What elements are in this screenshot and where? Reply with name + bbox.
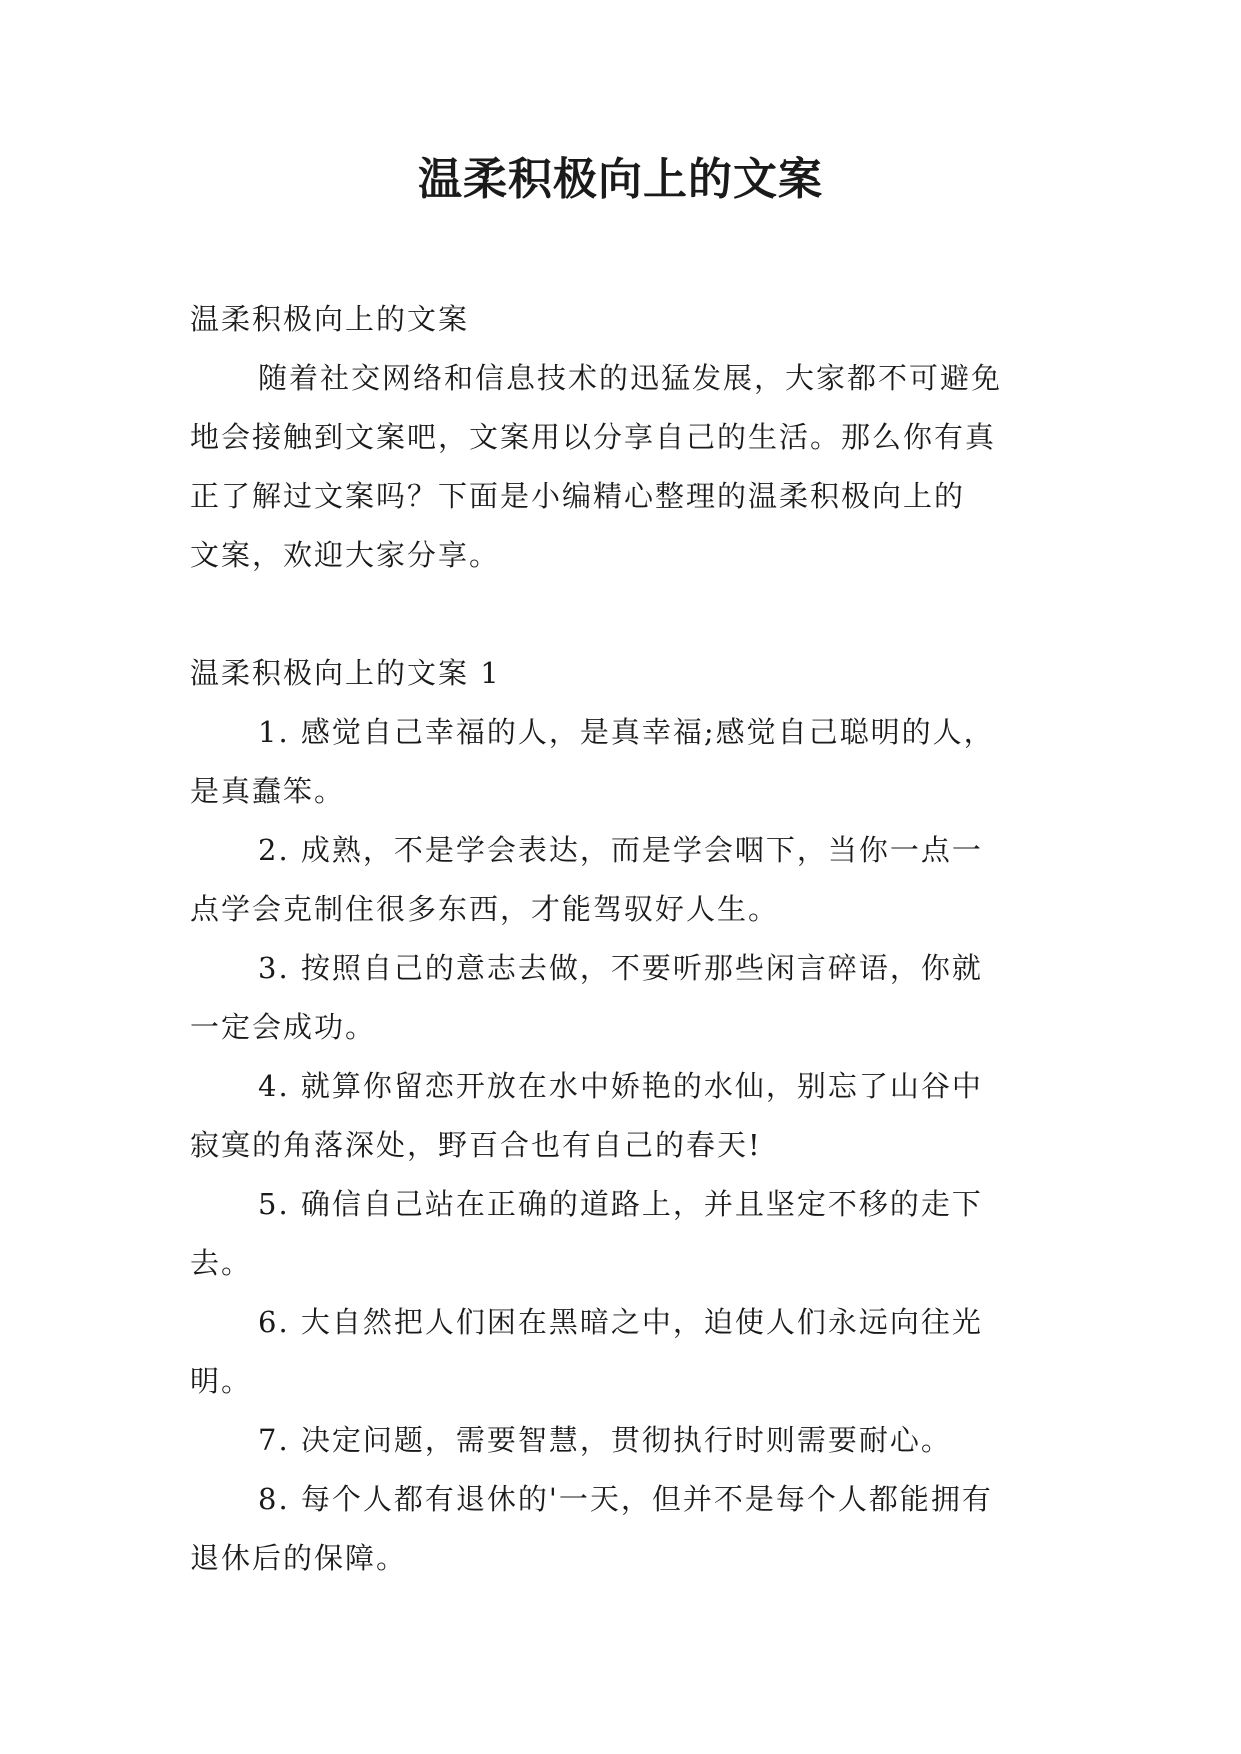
list-item-line: 是真蠢笨。 [190,774,346,808]
list-item-line: 一定会成功。 [190,1010,377,1044]
list-item-line: 点学会克制住很多东西，才能驾驭好人生。 [190,892,780,926]
list-item-line: 明。 [190,1364,253,1398]
section-heading-text: 温柔积极向上的文案 1 [190,656,501,690]
list-item [190,821,1060,939]
list-item [190,1175,1060,1293]
document-heading [190,290,1060,349]
list-item-line: 寂寞的角落深处，野百合也有自己的春天! [190,1128,762,1162]
heading-text: 温柔积极向上的文案 [190,302,470,336]
list-item-line: 1. 感觉自己幸福的人，是真幸福;感觉自己聪明的人， [258,715,995,749]
list-item [190,1470,1060,1588]
list-item [190,1057,1060,1175]
list-item-line: 4. 就算你留恋开放在水中娇艳的水仙，别忘了山谷中 [258,1069,983,1103]
list-item-line: 7. 决定问题，需要智慧，贯彻执行时则需要耐心。 [258,1423,952,1457]
list-item-line: 3. 按照自己的意志去做，不要听那些闲言碎语，你就 [258,951,983,985]
document-title: 温柔积极向上的文案 [418,154,823,205]
list-item-line: 2. 成熟，不是学会表达，而是学会咽下，当你一点一 [258,833,983,867]
list-item-line: 6. 大自然把人们困在黑暗之中，迫使人们永远向往光 [258,1305,983,1339]
list-item [190,939,1060,1057]
list-item-line: 8. 每个人都有退休的'一天，但并不是每个人都能拥有 [258,1482,993,1516]
section-heading [190,644,1060,703]
intro-line: 地会接触到文案吧，文案用以分享自己的生活。那么你有真 [190,420,997,454]
intro-paragraph [190,349,1060,585]
list-item-line: 去。 [190,1246,253,1280]
list-item-line: 退休后的保障。 [190,1541,408,1575]
list-item-line: 5. 确信自己站在正确的道路上，并且坚定不移的走下 [258,1187,983,1221]
intro-line: 正了解过文案吗？下面是小编精心整理的温柔积极向上的 [190,479,966,513]
intro-line: 随着社交网络和信息技术的迅猛发展，大家都不可避免 [258,361,1003,395]
document-body [190,290,1060,1588]
list-item [190,1293,1060,1411]
paragraph-spacer [190,585,1060,644]
list-item [190,1411,1060,1470]
intro-line: 文案，欢迎大家分享。 [190,538,501,572]
list-item [190,703,1060,821]
